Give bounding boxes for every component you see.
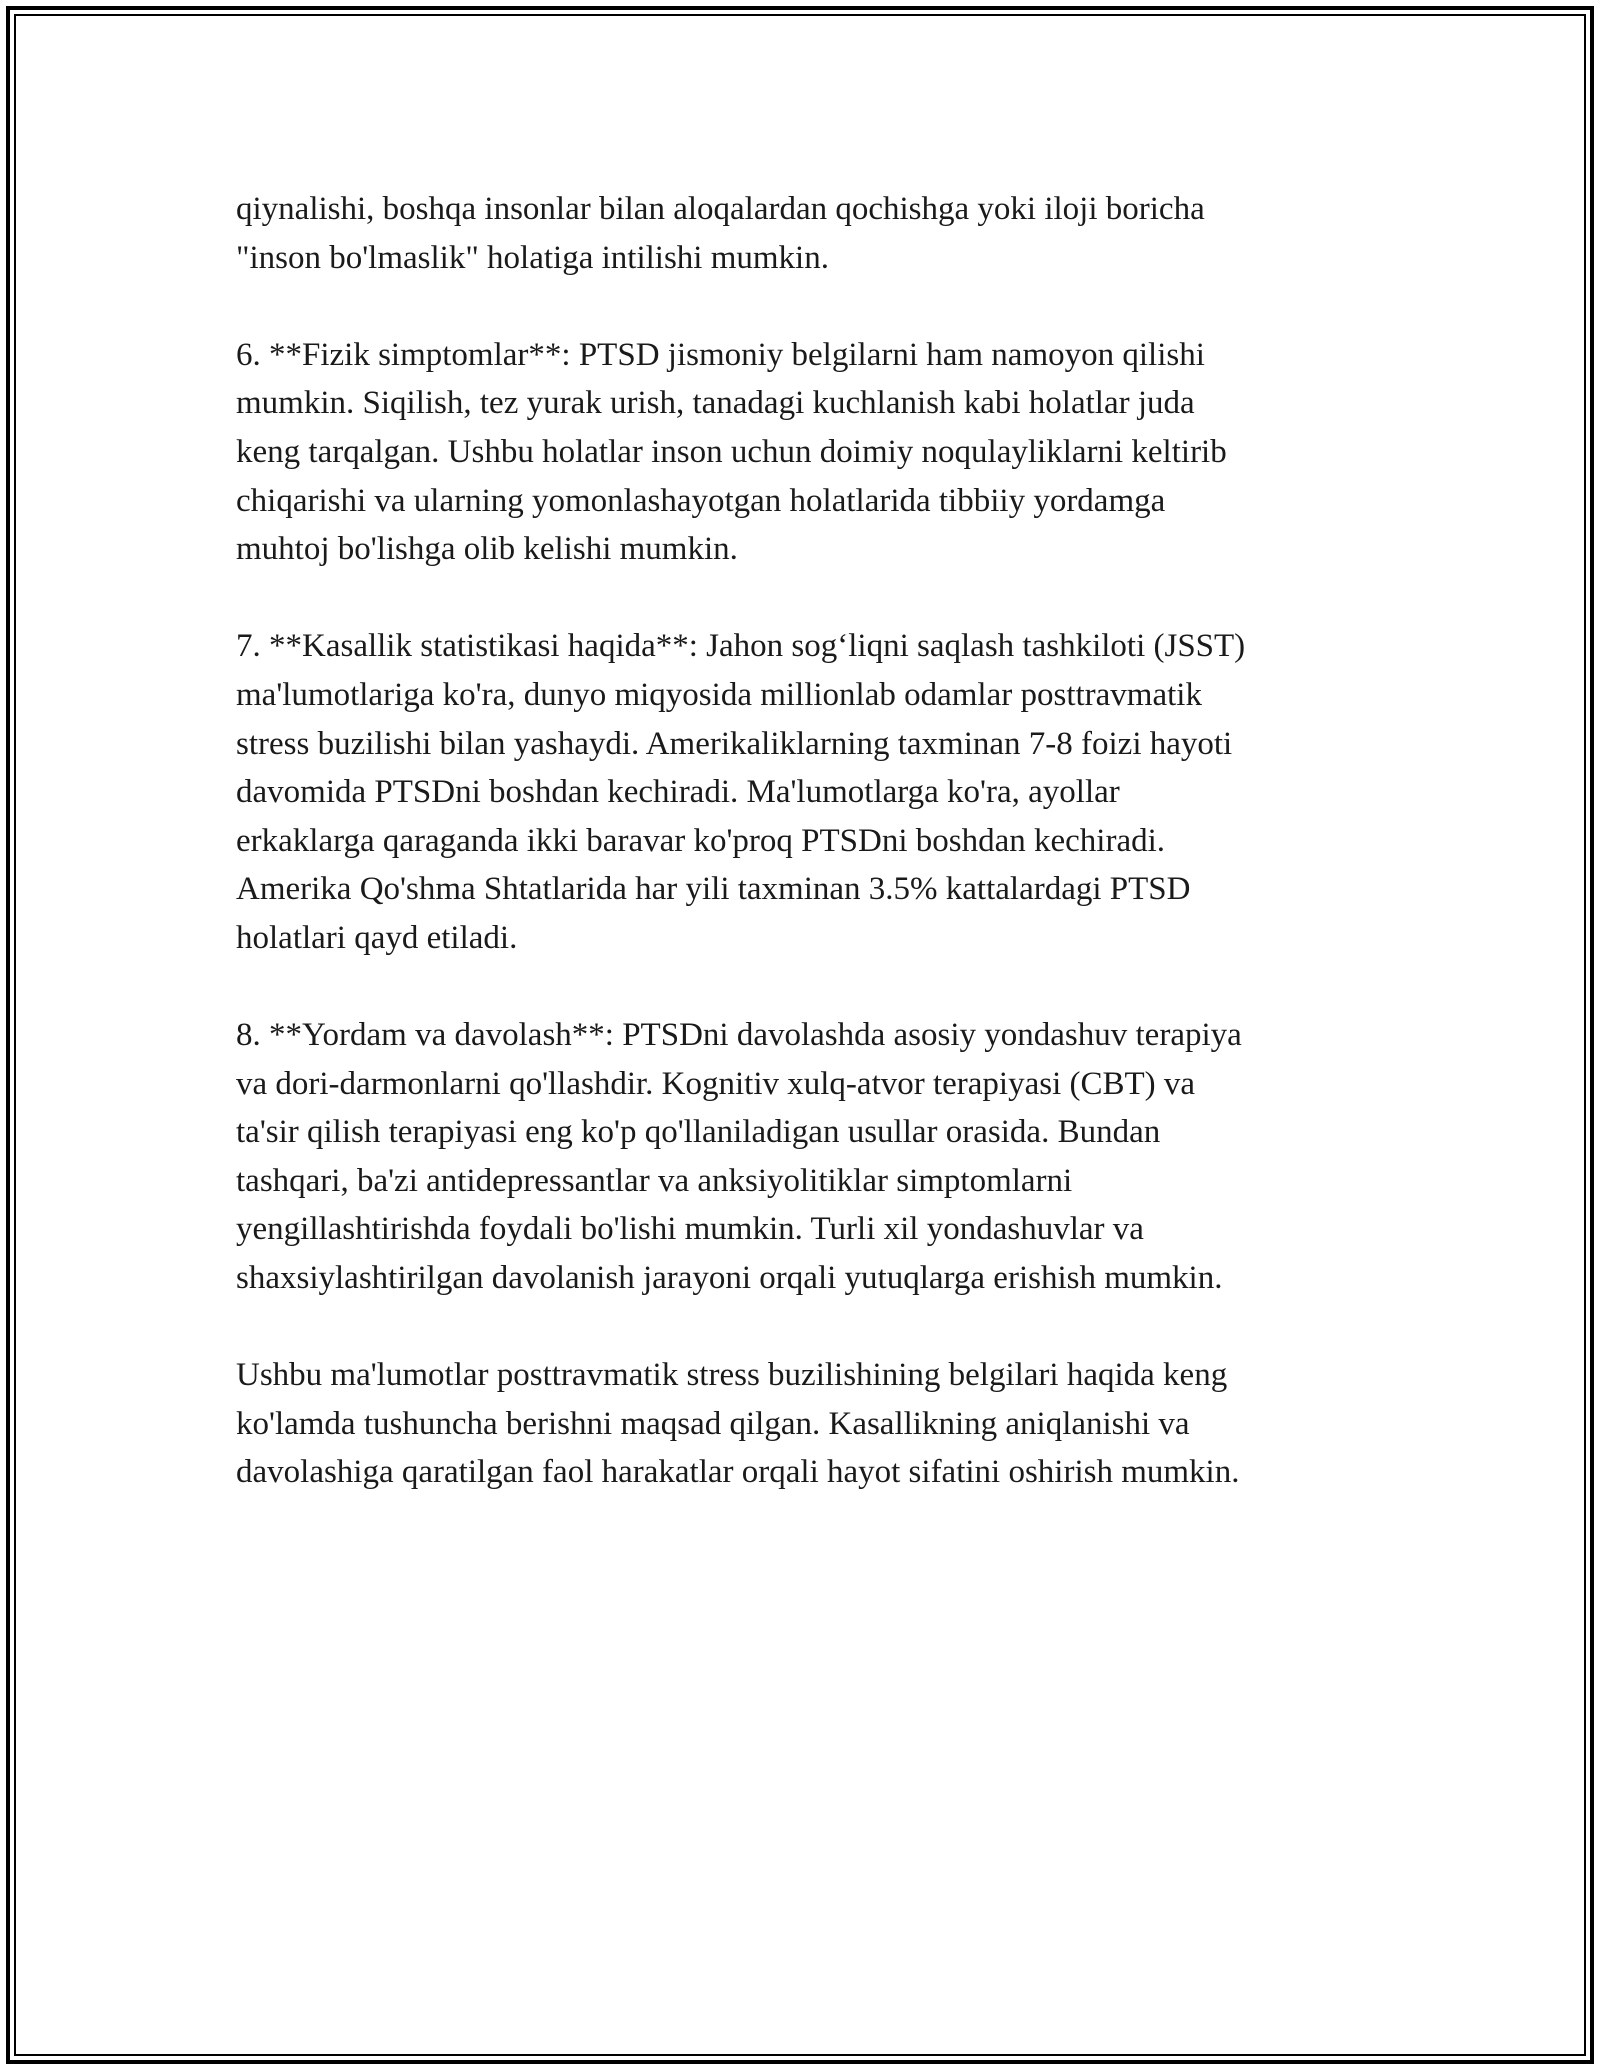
paragraph-item-6: [236, 331, 1416, 574]
text-line: qiynalishi, boshqa insonlar bilan aloqalardan qochishga yoki iloji boricha: [236, 191, 1205, 227]
text-line: muhtoj bo'lishga olib kelishi mumkin.: [236, 531, 738, 568]
paragraph-item-7: [236, 622, 1416, 962]
paragraph-item-8: [236, 1011, 1416, 1303]
paragraph-continuation: [236, 185, 1416, 282]
text-line: yengillashtirishda foydali bo'lishi mumkin. Turli xil yondashuvlar va: [236, 1211, 1144, 1248]
document-body: [236, 185, 1416, 1497]
text-line: va dori-darmonlarni qo'llashdir. Kognitiv xulq-atvor terapiyasi (CBT) va: [236, 1065, 1196, 1102]
text-line: stress buzilishi bilan yashaydi. Amerikaliklarning taxminan 7-8 foizi hayoti: [236, 725, 1233, 762]
text-line: holatlari qayd etiladi.: [236, 919, 518, 956]
text-line: shaxsiylashtirilgan davolanish jarayoni orqali yutuqlarga erishish mumkin.: [236, 1260, 1223, 1297]
paragraph-conclusion: [236, 1351, 1416, 1497]
text-line: davomida PTSDni boshdan kechiradi. Ma'lumotlarga ko'ra, ayollar: [236, 774, 1120, 811]
text-line: ma'lumotlariga ko'ra, dunyo miqyosida millionlab odamlar posttravmatik: [236, 676, 1202, 713]
text-line: ko'lamda tushuncha berishni maqsad qilgan. Kasallikning aniqlanishi va: [236, 1405, 1190, 1442]
text-line: erkaklarga qaraganda ikki baravar ko'proq PTSDni boshdan kechiradi.: [236, 822, 1166, 859]
text-line: chiqarishi va ularning yomonlashayotgan holatlarida tibbiiy yordamga: [236, 482, 1166, 519]
text-line: mumkin. Siqilish, tez yurak urish, tanadagi kuchlanish kabi holatlar juda: [236, 385, 1195, 422]
text-line: Ushbu ma'lumotlar posttravmatik stress buzilishining belgilari haqida keng: [236, 1357, 1228, 1394]
text-line: tashqari, ba'zi antidepressantlar va anksiyolitiklar simptomlarni: [236, 1162, 1073, 1199]
text-line: davolashiga qaratilgan faol harakatlar orqali hayot sifatini oshirish mumkin.: [236, 1454, 1240, 1491]
text-line: 8. **Yordam va davolash**: PTSDni davolashda asosiy yondashuv terapiya: [236, 1017, 1242, 1054]
text-line: keng tarqalgan. Ushbu holatlar inson uchun doimiy noqulayliklarni keltirib: [236, 433, 1227, 470]
text-line: Amerika Qo'shma Shtatlarida har yili taxminan 3.5% kattalardagi PTSD: [236, 871, 1191, 908]
text-line: 7. **Kasallik statistikasi haqida**: Jahon sog‘liqni saqlash tashkiloti (JSST): [236, 628, 1246, 665]
text-line: 6. **Fizik simptomlar**: PTSD jismoniy belgilarni ham namoyon qilishi: [236, 336, 1205, 373]
text-line: ta'sir qilish terapiyasi eng ko'p qo'llaniladigan usullar orasida. Bundan: [236, 1114, 1161, 1151]
text-line: "inson bo'lmaslik" holatiga intilishi mumkin.: [236, 239, 829, 276]
